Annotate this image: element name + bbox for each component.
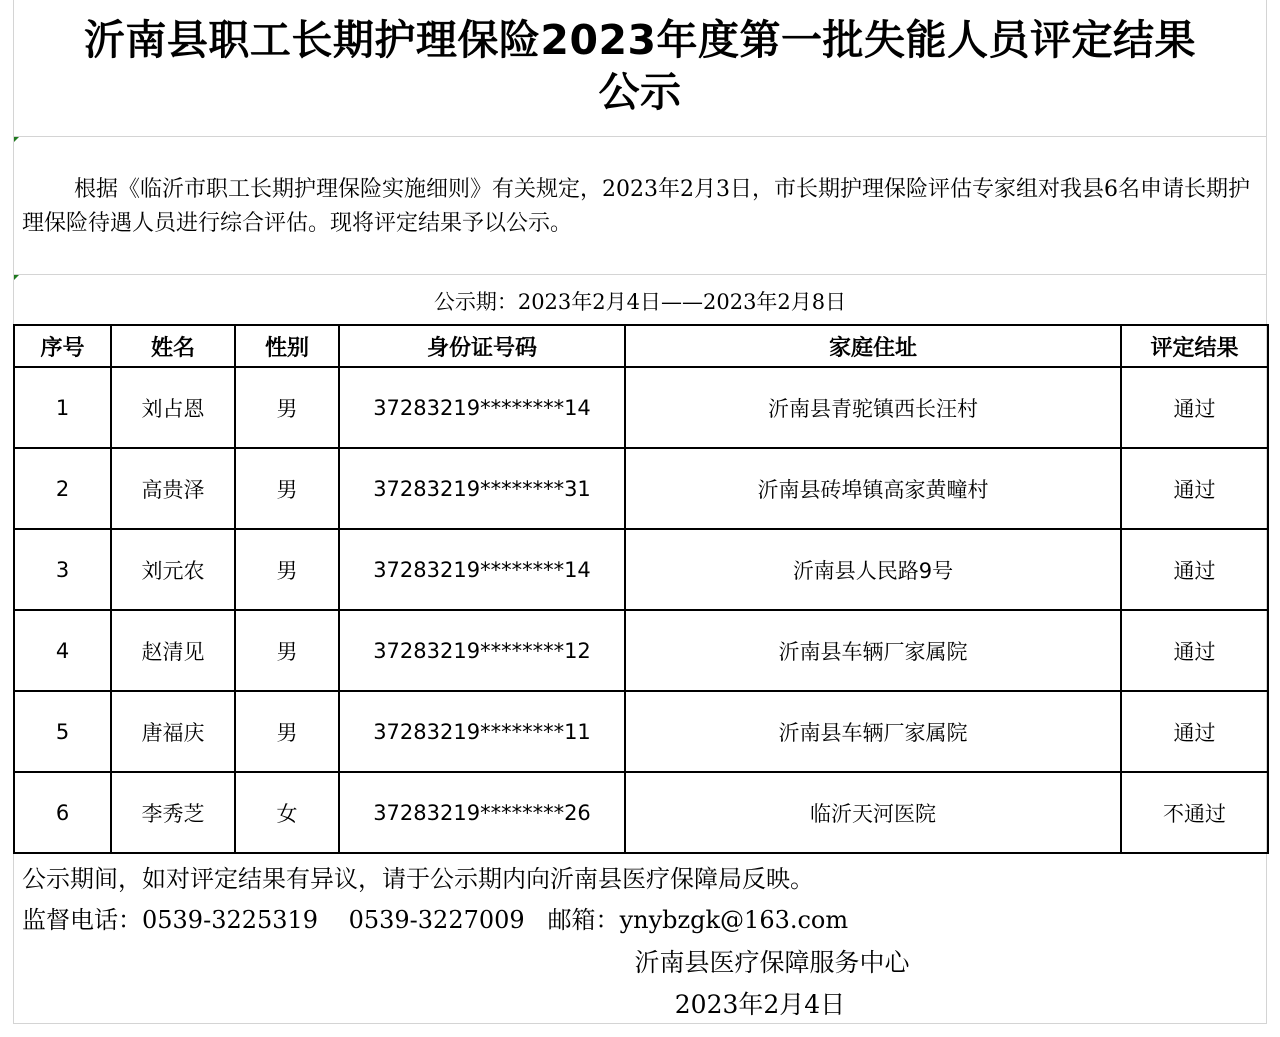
cell-gender: 男: [235, 529, 339, 610]
cell-comment-marker: [14, 275, 19, 280]
issuing-organization: 沂南县医疗保障服务中心: [634, 948, 910, 977]
cell-gender: 男: [235, 691, 339, 772]
table-row: [14, 691, 1268, 772]
cell-gender: 男: [235, 610, 339, 691]
gridline: [13, 136, 1267, 137]
cell-result: 通过: [1121, 529, 1268, 610]
cell-gender: 男: [235, 448, 339, 529]
cell-address: 沂南县青驼镇西长汪村: [625, 367, 1121, 448]
table-row: [14, 367, 1268, 448]
cell-result: 通过: [1121, 367, 1268, 448]
header-name: 姓名: [111, 325, 235, 367]
intro-paragraph: 根据《临沂市职工长期护理保险实施细则》有关规定，2023年2月3日，市长期护理保险评估专家组对我县6名申请长期护理保险待遇人员进行综合评估。现将评定结果予以公示。: [22, 177, 1250, 236]
gridline: [13, 274, 1267, 275]
objection-notice: 公示期间，如对评定结果有异议，请于公示期内向沂南县医疗保障局反映。: [22, 865, 814, 893]
header-index: 序号: [14, 325, 111, 367]
table-row: [14, 529, 1268, 610]
title-line-2: 公示: [598, 68, 682, 116]
table-row: [14, 448, 1268, 529]
cell-result: 不通过: [1121, 772, 1268, 853]
cell-index: 5: [14, 691, 111, 772]
issue-date: 2023年2月4日: [674, 990, 846, 1019]
publicity-period: 公示期：2023年2月4日——2023年2月8日: [433, 290, 847, 314]
cell-id-number: 37283219********11: [339, 691, 625, 772]
cell-id-number: 37283219********26: [339, 772, 625, 853]
cell-name: 赵清见: [111, 610, 235, 691]
header-result: 评定结果: [1121, 325, 1268, 367]
cell-result: 通过: [1121, 448, 1268, 529]
contact-line: [22, 903, 848, 937]
cell-index: 3: [14, 529, 111, 610]
header-address: 家庭住址: [625, 325, 1121, 367]
cell-comment-marker: [14, 137, 19, 142]
page-title: [13, 14, 1267, 118]
table-header-row: [14, 325, 1268, 367]
cell-id-number: 37283219********14: [339, 367, 625, 448]
phone-number-2: 0539-3227009: [348, 906, 525, 934]
results-table: [13, 324, 1269, 854]
cell-index: 4: [14, 610, 111, 691]
cell-address: 沂南县砖埠镇高家黄疃村: [625, 448, 1121, 529]
email-address: ynybzgk@163.com: [619, 906, 849, 934]
cell-id-number: 37283219********31: [339, 448, 625, 529]
cell-result: 通过: [1121, 610, 1268, 691]
header-gender: 性别: [235, 325, 339, 367]
cell-name: 高贵泽: [111, 448, 235, 529]
cell-id-number: 37283219********14: [339, 529, 625, 610]
phone-number-1: 0539-3225319: [142, 906, 319, 934]
table-row: [14, 610, 1268, 691]
cell-result: 通过: [1121, 691, 1268, 772]
cell-name: 刘元农: [111, 529, 235, 610]
cell-gender: 女: [235, 772, 339, 853]
cell-id-number: 37283219********12: [339, 610, 625, 691]
cell-name: 刘占恩: [111, 367, 235, 448]
cell-address: 沂南县车辆厂家属院: [625, 691, 1121, 772]
cell-name: 李秀芝: [111, 772, 235, 853]
cell-address: 沂南县人民路9号: [625, 529, 1121, 610]
cell-index: 6: [14, 772, 111, 853]
cell-index: 2: [14, 448, 111, 529]
cell-gender: 男: [235, 367, 339, 448]
header-id-number: 身份证号码: [339, 325, 625, 367]
cell-address: 沂南县车辆厂家属院: [625, 610, 1121, 691]
title-line-1: 沂南县职工长期护理保险2023年度第一批失能人员评定结果: [83, 16, 1197, 64]
table-row: [14, 772, 1268, 853]
cell-name: 唐福庆: [111, 691, 235, 772]
phone-label: 监督电话：: [22, 906, 142, 934]
cell-address: 临沂天河医院: [625, 772, 1121, 853]
email-label: 邮箱：: [547, 906, 620, 934]
cell-index: 1: [14, 367, 111, 448]
